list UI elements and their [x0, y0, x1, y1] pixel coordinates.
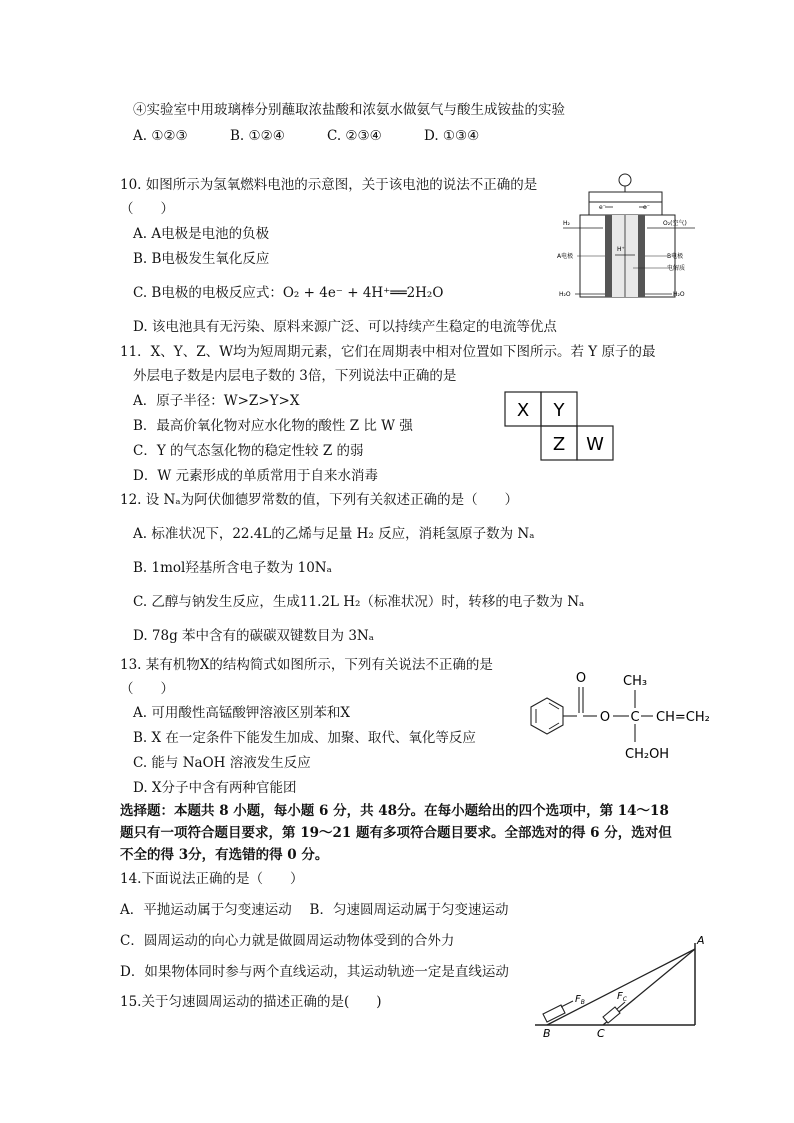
q10-option-c: C. B电极的电极反应式：O₂ + 4e⁻ + 4H⁺══2H₂O — [133, 285, 444, 301]
b-electrode-label: B电极 — [667, 253, 684, 260]
q13-option-a: A. 可用酸性高锰酸钾溶液区别苯和X — [133, 705, 350, 721]
electrode-b — [638, 215, 645, 297]
block-b — [543, 1005, 565, 1022]
structure-formula-x — [525, 670, 730, 765]
q12-option-a: A. 标准状况下，22.4L的乙烯与足量 H₂ 反应，消耗氢原子数为 Nₐ — [133, 526, 535, 542]
q14-options-ab: A．平抛运动属于匀变速运动 B．匀速圆周运动属于匀变速运动 — [120, 902, 509, 918]
q15-stem: 15.关于匀速圆周运动的描述正确的是( ) — [120, 994, 382, 1010]
section-instructions-line1: 选择题：本题共 8 小题，每小题 6 分，共 48分。在每小题给出的四个选项中，第 14～18 — [120, 803, 669, 819]
q10-option-a: A. A电极是电池的负极 — [133, 226, 270, 242]
cell-z: Z — [552, 434, 566, 455]
q9-option-b: B. ①②④ — [230, 128, 285, 144]
q13-paren: （ ） — [120, 681, 174, 697]
q9-option-a: A. ①②③ — [133, 128, 188, 144]
q10-option-d: D. 该电池具有无污染、原料来源广泛、可以持续产生稳定的电流等优点 — [133, 319, 557, 335]
electrolyte-label: 电解质 — [667, 265, 686, 272]
q14-stem: 14.下面说法正确的是（ ） — [120, 871, 304, 887]
q9-options — [133, 127, 479, 145]
periodic-table-fragment — [503, 390, 615, 462]
q12-option-c: C. 乙醇与钠发生反应，生成11.2L H₂（标准状况）时，转移的电子数为 Nₐ — [133, 594, 585, 610]
cell-y: Y — [553, 400, 565, 421]
electron-label-right: e⁻ — [643, 204, 650, 211]
q11-option-d: D．W 元素形成的单质常用于自来水消毒 — [133, 468, 378, 484]
block-c — [603, 1007, 620, 1023]
q12-option-b: B. 1mol羟基所含电子数为 10Nₐ — [133, 560, 332, 576]
q14-option-d: D．如果物体同时参与两个直线运动，其运动轨迹一定是直线运动 — [120, 964, 509, 980]
q10-stem: 10. 如图所示为氢氧燃料电池的示意图，关于该电池的说法不正确的是 — [120, 177, 538, 193]
q9-option-d: D. ①③④ — [424, 128, 480, 144]
electron-label-left: e⁻ — [599, 204, 606, 211]
cell-w: W — [586, 434, 604, 455]
q13-stem: 13. 某有机物X的结构简式如图所示，下列有关说法不正确的是 — [120, 657, 493, 673]
h2-label: H₂ — [563, 220, 570, 227]
o2-label: O₂(空气) — [663, 220, 687, 227]
q14-option-c: C．圆周运动的向心力就是做圆周运动物体受到的合外力 — [120, 933, 455, 949]
incline-diagram — [535, 935, 715, 1040]
carbonyl-o: O — [575, 671, 587, 686]
force-fb-label: $F_B$ — [575, 994, 585, 1006]
q11-option-a: A．原子半径：W>Z>Y>X — [133, 393, 300, 409]
q12-stem: 12. 设 Nₐ为阿伏伽德罗常数的值，下列有关叙述正确的是（ ） — [120, 492, 519, 508]
q11-option-b: B．最高价氧化物对应水化物的酸性 Z 比 W 强 — [133, 418, 413, 434]
a-electrode-label: A电极 — [557, 253, 574, 260]
point-c: C — [597, 1027, 605, 1040]
h2o-right-label: H₂O — [673, 291, 685, 298]
q12-option-d: D. 78g 苯中含有的碳碳双键数目为 3Nₐ — [133, 628, 374, 644]
q13-option-b: B. X 在一定条件下能发生加成、加聚、取代、氧化等反应 — [133, 730, 476, 746]
q11-stem-line1: 11．X、Y、Z、W均为短周期元素，它们在周期表中相对位置如下图所示。若 Y 原子的最 — [120, 344, 656, 360]
section-instructions-line2: 题只有一项符合题目要求，第 19～21 题有多项符合题目要求。全部选对的得 6 分，选对但 — [120, 825, 672, 841]
electrode-a — [605, 215, 612, 297]
central-carbon: C — [630, 710, 640, 725]
section-instructions-line3: 不全的得 3分，有选错的得 0 分。 — [120, 847, 329, 863]
hplus-label: H⁺ — [617, 246, 625, 253]
q9-item4: ④实验室中用玻璃棒分别蘸取浓盐酸和浓氨水做氨气与酸生成铵盐的实验 — [133, 102, 565, 118]
fuel-cell-diagram — [555, 170, 705, 305]
q13-option-c: C. 能与 NaOH 溶液发生反应 — [133, 755, 311, 771]
h2o-left-label: H₂O — [559, 291, 571, 298]
vinyl-group: CH=CH₂ — [656, 710, 710, 725]
q9-option-c: C. ②③④ — [327, 128, 382, 144]
force-fc-label: $F_C$ — [617, 991, 627, 1003]
point-a: A — [697, 934, 705, 947]
cell-x: X — [516, 400, 530, 421]
ch2oh-group: CH₂OH — [625, 747, 670, 762]
q10-paren: （ ） — [120, 201, 174, 217]
bulb-icon — [619, 174, 631, 186]
q11-stem-line2: 外层电子数是内层电子数的 3倍，下列说法中正确的是 — [133, 368, 457, 384]
q11-option-c: C．Y 的气态氢化物的稳定性较 Z 的弱 — [133, 443, 364, 459]
ester-o: O — [599, 710, 611, 725]
point-b: B — [543, 1027, 551, 1040]
ch3-group: CH₃ — [623, 674, 648, 689]
q10-option-b: B. B电极发生氧化反应 — [133, 251, 270, 267]
q13-option-d: D. X分子中含有两种官能团 — [133, 780, 297, 796]
